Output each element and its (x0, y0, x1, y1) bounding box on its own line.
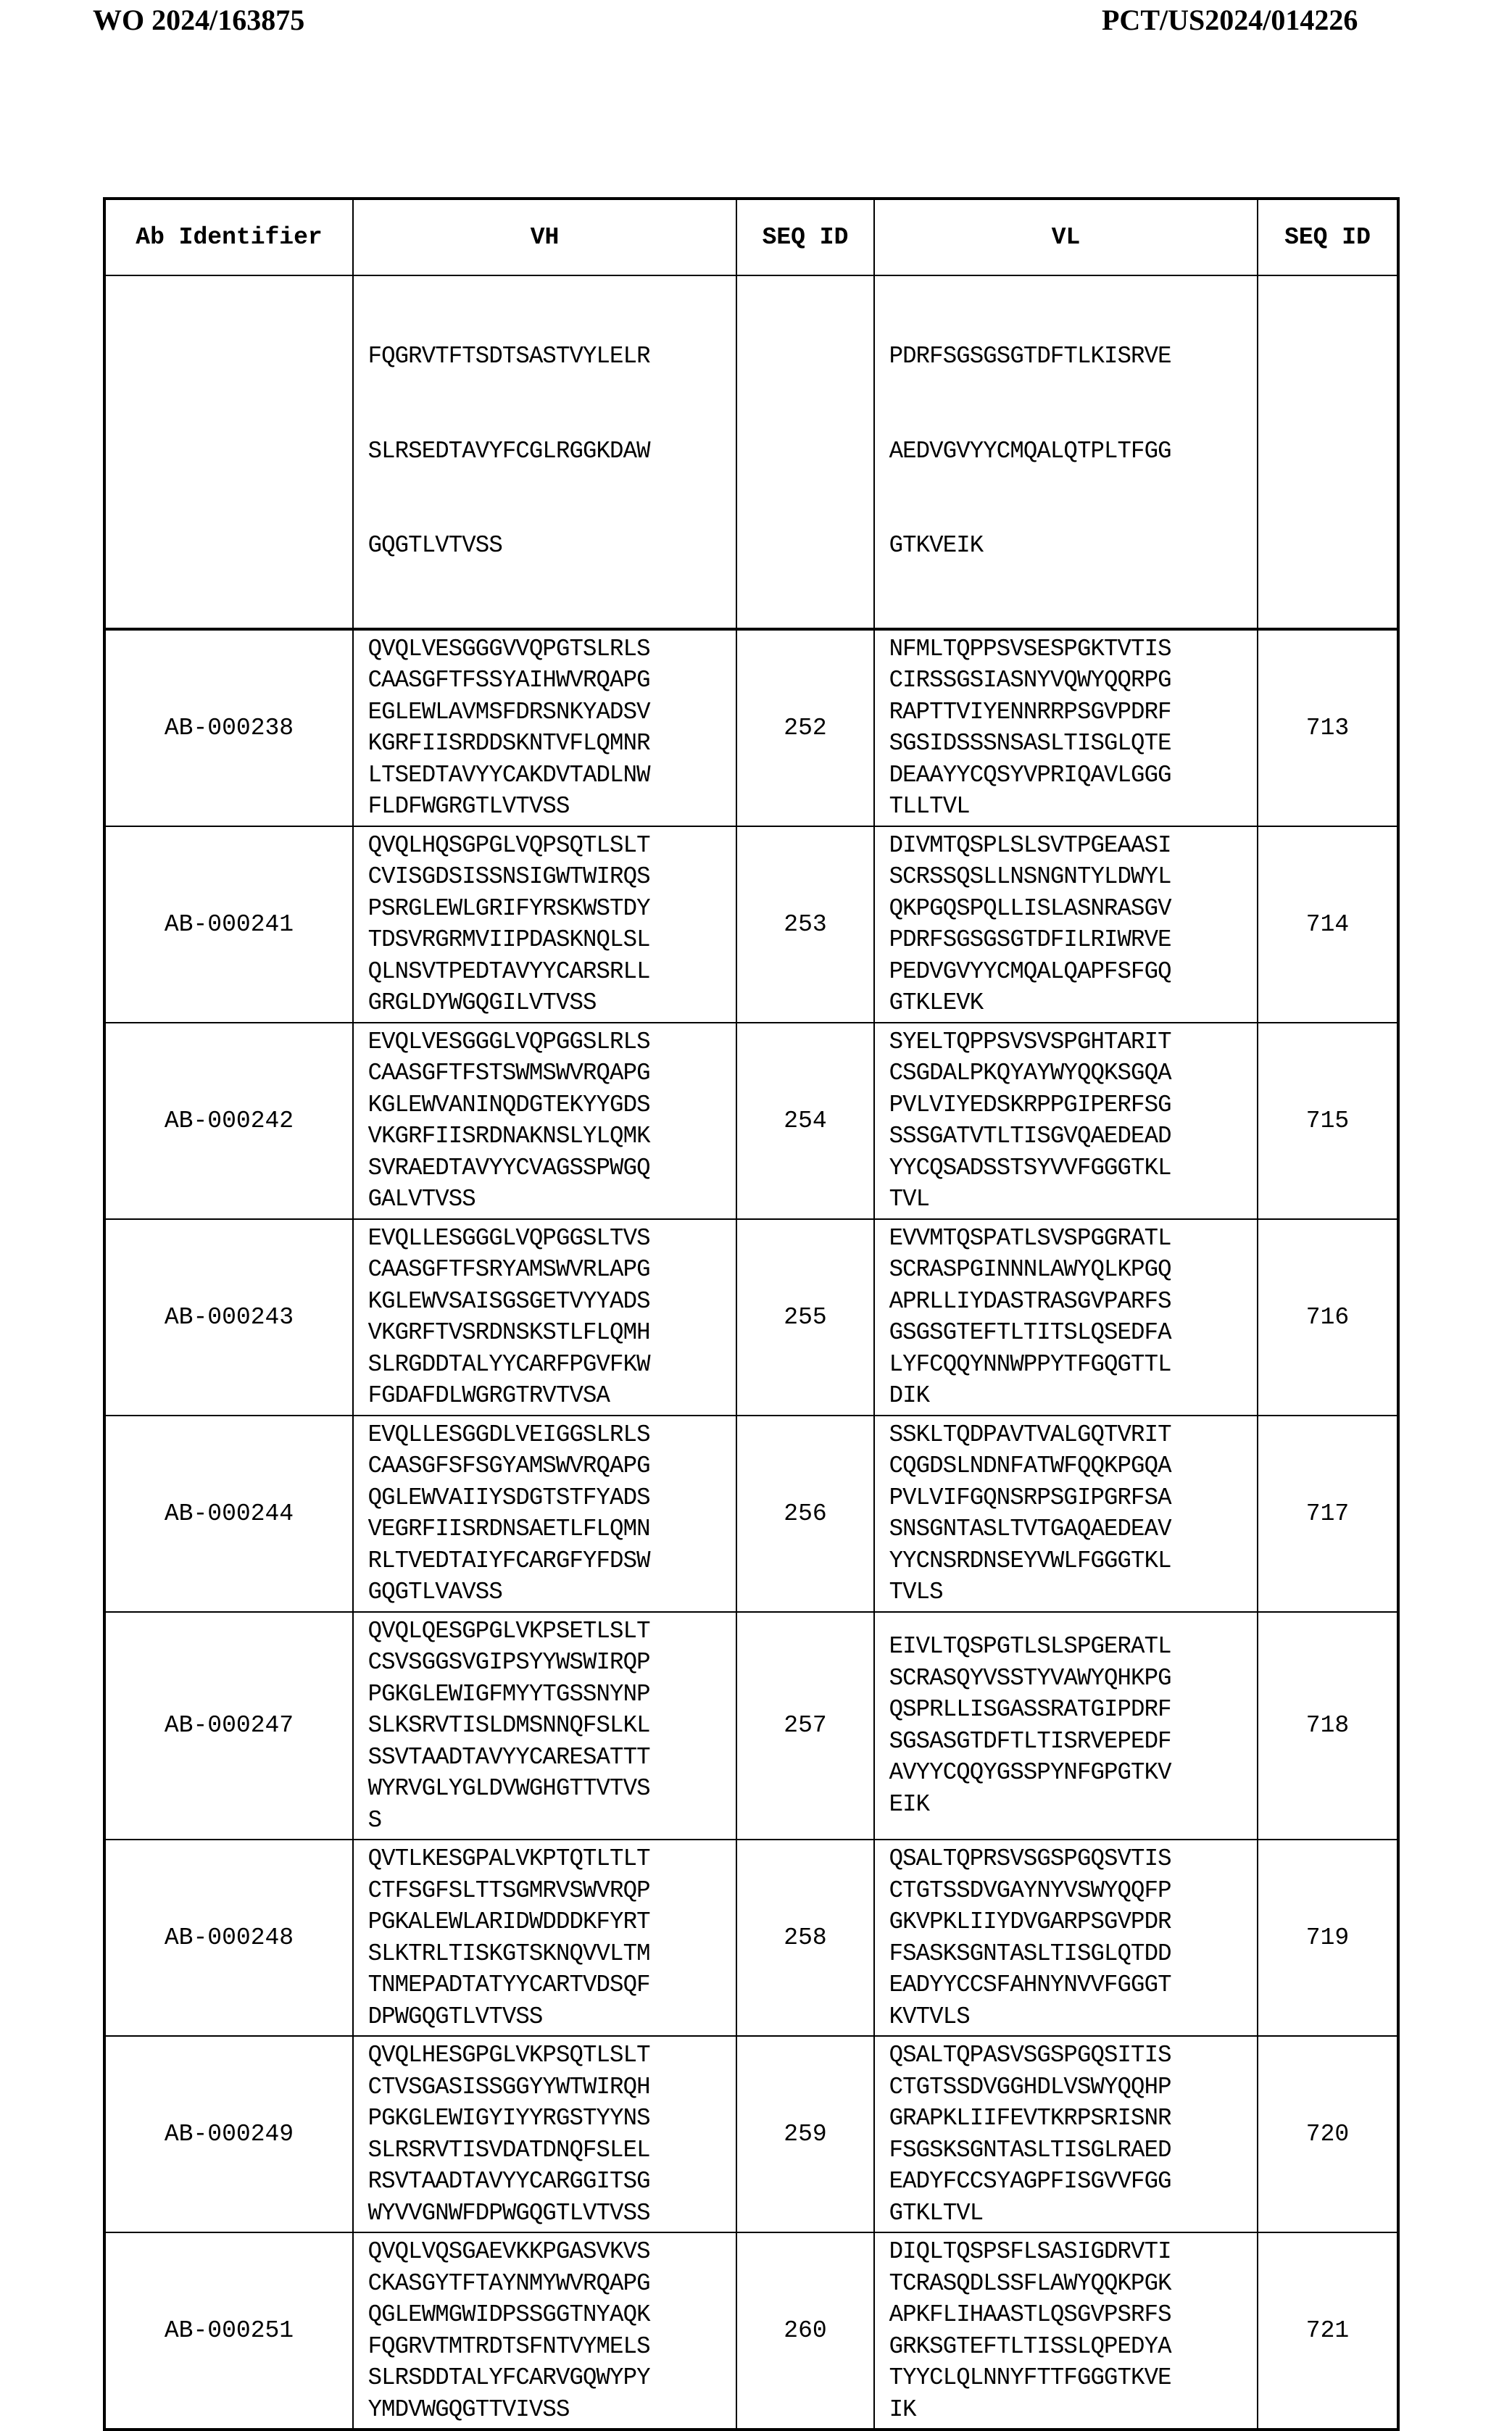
vh-sequence-line: QGLEWMGWIDPSSGGTNYAQK (367, 2301, 650, 2328)
vl-sequence-line: SSKLTQDPAVTVALGQTVRIT (889, 1421, 1171, 1448)
vh-sequence-line: SLRSDDTALYFCARVGQWYPY (367, 2364, 650, 2391)
table-row (104, 1219, 1398, 1416)
column-header-vl: VL (874, 199, 1258, 275)
vl-seq-id-cell: 721 (1258, 2232, 1398, 2430)
vl-sequence-line: QSPRLLISGASSRATGIPDRF (889, 1696, 1171, 1724)
vl-sequence-line: SCRASQYVSSTYVAWYQHKPG (889, 1664, 1171, 1692)
vl-sequence-line: TVLS (889, 1579, 943, 1605)
vh-sequence-line: DPWGQGTLVTVSS (367, 2003, 543, 2030)
vl-sequence-line: PVLVIYEDSKRPPGIPERFSG (889, 1091, 1171, 1118)
vl-sequence-line: KVTVLS (889, 2003, 970, 2030)
vh-sequence-line: SVRAEDTAVYYCVAGSSPWGQ (367, 1154, 650, 1181)
vh-sequence-line: VEGRFIISRDNSAETLFLQMN (367, 1516, 650, 1542)
vh-sequence-cell (353, 826, 736, 1023)
vl-sequence-line: TLLTVL (889, 793, 970, 820)
vl-sequence-line: DIVMTQSPLSLSVTPGEAASI (889, 831, 1171, 859)
ab-identifier-cell (104, 275, 353, 629)
vh-sequence-cell (353, 629, 736, 826)
vl-sequence-line: CTGTSSDVGGHDLVSWYQQHP (889, 2073, 1171, 2100)
vl-sequence-line: RAPTTVIYENNRRPSGVPDRF (889, 698, 1171, 726)
vl-sequence-line: PVLVIFGQNSRPSGIPGRFSA (889, 1484, 1171, 1511)
vl-seq-id-cell: 715 (1258, 1023, 1398, 1219)
vl-sequence-line: DIK (889, 1382, 930, 1409)
publication-number: WO 2024/163875 (93, 4, 305, 36)
vh-sequence-line: QVQLVQSGAEVKKPGASVKVS (367, 2238, 650, 2265)
vl-seq-id-cell: 716 (1258, 1219, 1398, 1416)
vh-sequence-cell (353, 275, 736, 629)
vh-sequence-line: VKGRFTVSRDNSKSTLFLQMH (367, 1319, 650, 1346)
vl-sequence-line: TVL (889, 1186, 930, 1213)
ab-identifier-cell: AB-000247 (104, 1612, 353, 1840)
table-header-row (104, 199, 1398, 275)
antibody-sequence-table (103, 197, 1400, 2431)
vh-sequence-line: KGLEWVSAISGSGETVYYADS (367, 1287, 650, 1315)
table-row (104, 1840, 1398, 2036)
vh-sequence-line: SLRSRVTISVDATDNQFSLEL (367, 2136, 650, 2164)
vh-sequence-line: FGDAFDLWGRGTRVTVSA (367, 1382, 610, 1409)
vl-sequence-line: NFMLTQPPSVSESPGKTVTIS (889, 635, 1171, 662)
vh-sequence-line: QVQLQESGPGLVKPSETLSLT (367, 1617, 650, 1645)
vl-sequence-cell (874, 1416, 1258, 1612)
vl-sequence-line: LYFCQQYNNWPPYTFGQGTTL (889, 1350, 1171, 1378)
ab-identifier-cell: AB-000241 (104, 826, 353, 1023)
table-row (104, 2036, 1398, 2232)
vl-sequence-cell (874, 275, 1258, 629)
column-header-ab-identifier: Ab Identifier (104, 199, 353, 275)
vh-sequence-line: CTFSGFSLTTSGMRVSWVRQP (367, 1877, 650, 1904)
vh-sequence-line: CAASGFTFSTSWMSWVRQAPG (367, 1060, 650, 1086)
vh-seq-id-cell: 260 (736, 2232, 874, 2430)
table-row (104, 2232, 1398, 2430)
vh-sequence-line: EVQLLESGGGLVQPGGSLTVS (367, 1224, 650, 1252)
ab-identifier-cell: AB-000248 (104, 1840, 353, 2036)
vh-sequence-line: GQGTLVAVSS (367, 1579, 502, 1605)
vh-sequence-line: PSRGLEWLGRIFYRSKWSTDY (367, 894, 650, 922)
vl-sequence-line: SNSGNTASLTVTGAQAEDEAV (889, 1516, 1171, 1542)
vl-sequence-line: YYCQSADSSTSYVVFGGGTKL (889, 1154, 1171, 1181)
vh-sequence-line: QVTLKESGPALVKPTQTLTLT (367, 1845, 650, 1872)
vl-sequence-line: CIRSSGSIASNYVQWYQQRPG (889, 667, 1171, 694)
vh-sequence-line: CAASGFTFSSYAIHWVRQAPG (367, 667, 650, 694)
vh-sequence-line: RSVTAADTAVYYCARGGITSG (367, 2168, 650, 2195)
vl-seq-id-cell: 720 (1258, 2036, 1398, 2232)
vh-sequence-line: QVQLHQSGPGLVQPSQTLSLT (367, 831, 650, 859)
vh-sequence-line: TDSVRGRMVIIPDASKNQLSL (367, 926, 650, 953)
vl-sequence-line: EADYYCCSFAHNYNVVFGGGT (889, 1971, 1171, 1998)
vl-seq-id-cell: 719 (1258, 1840, 1398, 2036)
vh-sequence-line: PGKALEWLARIDWDDDKFYRT (367, 1908, 650, 1935)
vh-sequence-line: FQGRVTFTSDTSASTVYLELR (367, 343, 650, 370)
vh-sequence-line: PGKGLEWIGFMYYTGSSNYNP (367, 1680, 650, 1708)
vh-sequence-line: FQGRVTMTRDTSFNTVYMELS (367, 2332, 650, 2360)
vl-sequence-line: QSALTQPRSVSGSPGQSVTIS (889, 1845, 1171, 1872)
column-header-vl-seq-id: SEQ ID (1258, 199, 1398, 275)
vh-sequence-line: SLKSRVTISLDMSNNQFSLKL (367, 1712, 650, 1739)
vh-sequence-line: SSVTAADTAVYYCARESATTT (367, 1743, 650, 1771)
vl-sequence-line: SSSGATVTLTISGVQAEDEAD (889, 1123, 1171, 1150)
vl-sequence-line: PDRFSGSGSGTDFILRIWRVE (889, 926, 1171, 953)
vl-sequence-line: QKPGQSPQLLISLASNRASGV (889, 894, 1171, 922)
vh-sequence-cell (353, 2036, 736, 2232)
vl-sequence-cell (874, 2036, 1258, 2232)
vl-sequence-line: CQGDSLNDNFATWFQQKPGQA (889, 1453, 1171, 1479)
vl-sequence-line: CTGTSSDVGAYNYVSWYQQFP (889, 1877, 1171, 1904)
vh-seq-id-cell: 255 (736, 1219, 874, 1416)
vh-sequence-line: VKGRFIISRDNAKNSLYLQMK (367, 1123, 650, 1150)
vh-sequence-cell (353, 1416, 736, 1612)
column-header-vh-seq-id: SEQ ID (736, 199, 874, 275)
vl-sequence-line: PDRFSGSGSGTDFTLKISRVE (889, 343, 1171, 370)
vl-seq-id-cell: 717 (1258, 1416, 1398, 1612)
vh-sequence-line: CKASGYTFTAYNMYWVRQAPG (367, 2269, 650, 2297)
application-number: PCT/US2024/014226 (1102, 4, 1358, 36)
table-row (104, 1416, 1398, 1612)
vl-sequence-line: EIVLTQSPGTLSLSPGERATL (889, 1633, 1171, 1661)
vh-seq-id-cell: 257 (736, 1612, 874, 1840)
vh-sequence-line: QVQLHESGPGLVKPSQTLSLT (367, 2042, 650, 2069)
vl-sequence-line: SCRSSQSLLNSNGNTYLDWYL (889, 863, 1171, 890)
vh-sequence-line: CAASGFSFSGYAMSWVRQAPG (367, 1453, 650, 1479)
vl-sequence-cell (874, 629, 1258, 826)
vl-sequence-cell (874, 826, 1258, 1023)
ab-identifier-cell: AB-000244 (104, 1416, 353, 1612)
vh-sequence-line: EVQLLESGGDLVEIGGSLRLS (367, 1421, 650, 1448)
vl-sequence-line: APKFLIHAASTLQSGVPSRFS (889, 2301, 1171, 2328)
vh-sequence-line: QVQLVESGGGVVQPGTSLRLS (367, 635, 650, 662)
table-row (104, 1612, 1398, 1840)
vl-sequence-line: CSGDALPKQYAYWYQQKSGQA (889, 1060, 1171, 1086)
vl-sequence-line: GSGSGTEFTLTITSLQSEDFA (889, 1319, 1171, 1346)
vl-sequence-line: SGSASGTDFTLTISRVEPEDF (889, 1727, 1171, 1755)
vh-sequence-line: YMDVWGQGTTVIVSS (367, 2395, 570, 2423)
vh-sequence-cell (353, 1612, 736, 1840)
vl-sequence-cell (874, 1023, 1258, 1219)
ab-identifier-cell: AB-000251 (104, 2232, 353, 2430)
vl-seq-id-cell: 718 (1258, 1612, 1398, 1840)
vh-sequence-line: CVISGDSISSNSIGWTWIRQS (367, 863, 650, 890)
vh-sequence-cell (353, 1840, 736, 2036)
vl-seq-id-cell: 713 (1258, 629, 1398, 826)
vl-sequence-line: GRKSGTEFTLTISSLQPEDYA (889, 2332, 1171, 2360)
vl-sequence-line: EIK (889, 1790, 930, 1818)
vl-sequence-line: SYELTQPPSVSVSPGHTARIT (889, 1028, 1171, 1055)
vh-sequence-line: GALVTVSS (367, 1186, 475, 1213)
vh-seq-id-cell: 259 (736, 2036, 874, 2232)
vl-sequence-line: EADYFCCSYAGPFISGVVFGG (889, 2168, 1171, 2195)
vl-sequence-line: FSGSKSGNTASLTISGLRAED (889, 2136, 1171, 2164)
vl-sequence-line: AEDVGVYYCMQALQTPLTFGG (889, 437, 1171, 465)
vh-sequence-line: SLRSEDTAVYFCGLRGGKDAW (367, 437, 650, 465)
vh-sequence-line: WYRVGLYGLDVWGHGTTVTVS (367, 1775, 650, 1802)
vl-sequence-line: DEAAYYCQSYVPRIQAVLGGG (889, 761, 1171, 789)
vl-sequence-line: GTKVEIK (889, 532, 984, 559)
vh-sequence-line: SLKTRLTISKGTSKNQVVLTM (367, 1940, 650, 1967)
vh-sequence-line: QLNSVTPEDTAVYYCARSRLL (367, 957, 650, 985)
vl-sequence-line: GTKLEVK (889, 989, 984, 1016)
vh-sequence-line: LTSEDTAVYYCAKDVTADLNW (367, 761, 650, 789)
vl-sequence-line: AVYYCQQYGSSPYNFGPGTKV (889, 1759, 1171, 1787)
vl-sequence-line: PEDVGVYYCMQALQAPFSFGQ (889, 957, 1171, 985)
vl-sequence-cell (874, 1612, 1258, 1840)
table-row (104, 629, 1398, 826)
vl-sequence-cell (874, 2232, 1258, 2430)
vh-sequence-line: QGLEWVAIIYSDGTSTFYADS (367, 1484, 650, 1511)
ab-identifier-cell: AB-000249 (104, 2036, 353, 2232)
vh-sequence-cell (353, 1023, 736, 1219)
vl-sequence-line: EVVMTQSPATLSVSPGGRATL (889, 1224, 1171, 1252)
vl-sequence-line: TCRASQDLSSFLAWYQQKPGK (889, 2269, 1171, 2297)
vl-sequence-line: TYYCLQLNNYFTTFGGGTKVE (889, 2364, 1171, 2391)
vl-sequence-line: APRLLIYDASTRASGVPARFS (889, 1287, 1171, 1315)
vl-sequence-cell (874, 1219, 1258, 1416)
vh-sequence-line: KGLEWVANINQDGTEKYYGDS (367, 1091, 650, 1118)
vh-sequence-line: CAASGFTFSRYAMSWVRLAPG (367, 1256, 650, 1283)
vh-sequence-line: CSVSGGSVGIPSYYWSWIRQP (367, 1649, 650, 1676)
table-row-continuation (104, 275, 1398, 629)
vh-sequence-line: EGLEWLAVMSFDRSNKYADSV (367, 698, 650, 726)
vl-sequence-line: IK (889, 2395, 916, 2423)
vh-sequence-line: FLDFWGRGTLVTVSS (367, 793, 570, 820)
vh-sequence-line: TNMEPADTATYYCARTVDSQF (367, 1971, 650, 1998)
ab-identifier-cell: AB-000242 (104, 1023, 353, 1219)
table-row (104, 1023, 1398, 1219)
vh-sequence-line: PGKGLEWIGYIYYRGSTYYNS (367, 2105, 650, 2132)
vh-seq-id-cell: 252 (736, 629, 874, 826)
vl-sequence-line: GRAPKLIIFEVTKRPSRISNR (889, 2105, 1171, 2132)
vh-seq-id-cell (736, 275, 874, 629)
vl-seq-id-cell: 714 (1258, 826, 1398, 1023)
vl-sequence-line: GKVPKLIIYDVGARPSGVPDR (889, 1908, 1171, 1935)
column-header-vh: VH (353, 199, 736, 275)
table-row (104, 826, 1398, 1023)
vh-sequence-line: KGRFIISRDDSKNTVFLQMNR (367, 730, 650, 757)
vh-sequence-line: CTVSGASISSGGYYWTWIRQH (367, 2073, 650, 2100)
vl-sequence-line: FSASKSGNTASLTISGLQTDD (889, 1940, 1171, 1967)
vl-sequence-cell (874, 1840, 1258, 2036)
vl-sequence-line: SGSIDSSSNSASLTISGLQTE (889, 730, 1171, 757)
vl-sequence-line: GTKLTVL (889, 2199, 984, 2227)
vh-seq-id-cell: 254 (736, 1023, 874, 1219)
vh-sequence-line: SLRGDDTALYYCARFPGVFKW (367, 1350, 650, 1378)
vh-sequence-line: RLTVEDTAIYFCARGFYFDSW (367, 1547, 650, 1574)
vl-sequence-line: YYCNSRDNSEYVWLFGGGTKL (889, 1547, 1171, 1574)
vh-seq-id-cell: 258 (736, 1840, 874, 2036)
vh-sequence-line: GRGLDYWGQGILVTVSS (367, 989, 597, 1016)
vh-sequence-line: S (367, 1806, 382, 1834)
vh-seq-id-cell: 253 (736, 826, 874, 1023)
vh-sequence-cell (353, 2232, 736, 2430)
vh-sequence-cell (353, 1219, 736, 1416)
ab-identifier-cell: AB-000243 (104, 1219, 353, 1416)
vh-seq-id-cell: 256 (736, 1416, 874, 1612)
vh-sequence-line: WYVVGNWFDPWGQGTLVTVSS (367, 2199, 650, 2227)
vl-sequence-line: QSALTQPASVSGSPGQSITIS (889, 2042, 1171, 2069)
vl-seq-id-cell (1258, 275, 1398, 629)
vl-sequence-line: DIQLTQSPSFLSASIGDRVTI (889, 2238, 1171, 2265)
vl-sequence-line: SCRASPGINNNLAWYQLKPGQ (889, 1256, 1171, 1283)
vh-sequence-line: EVQLVESGGGLVQPGGSLRLS (367, 1028, 650, 1055)
ab-identifier-cell: AB-000238 (104, 629, 353, 826)
vh-sequence-line: GQGTLVTVSS (367, 532, 502, 559)
